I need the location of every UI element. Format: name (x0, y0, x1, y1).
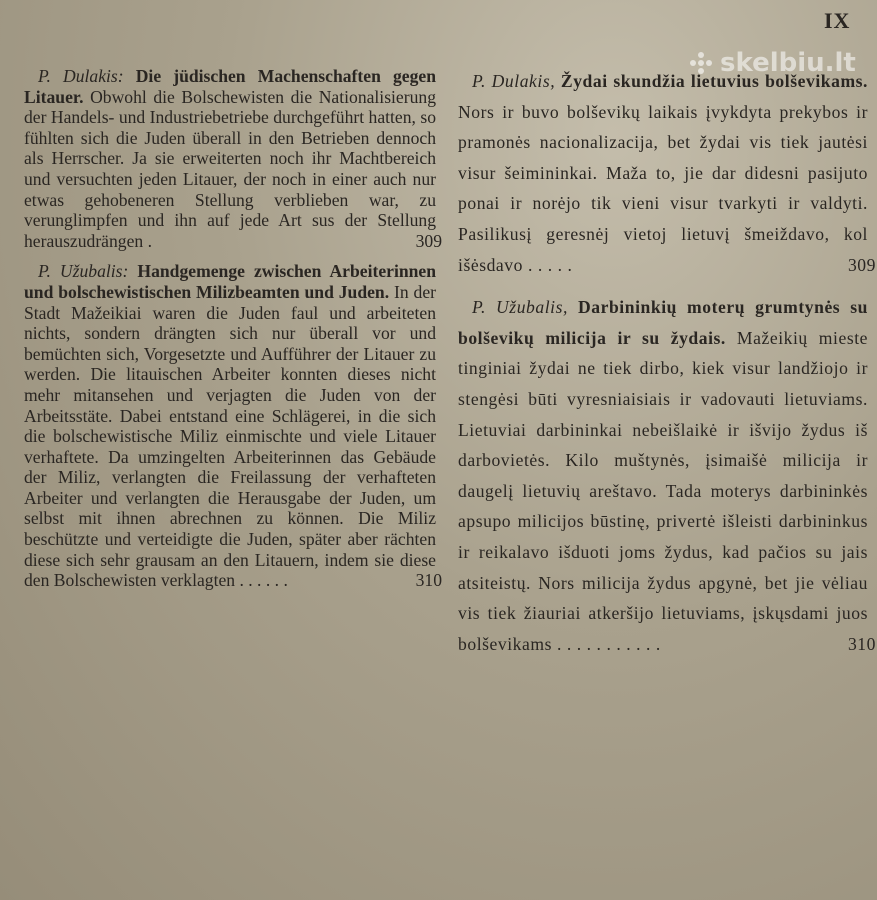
left-column-german (24, 66, 442, 591)
entry-title: Die jüdischen Machenschaften gegen Litauer. (24, 66, 436, 107)
page-number: IX (824, 8, 851, 33)
entry-title: Darbininkių moterų grumtynės su bolševikų milicija ir su žydais. (458, 297, 868, 348)
entry-title: Handgemenge zwischen Arbeiterinnen und bolschewistischen Milizbeamten und Juden. (24, 261, 436, 302)
entry-author: P. Užubalis, (472, 297, 568, 318)
entry-body: Mažeikių mieste tinginiai žydai ne tiek dirbo, kiek visur landžiojo ir stengėsi būti vyresniaisiais ir vadovauti lietuviams. Lietuviai darbininkai nebeišlaikė ir išvijo žydus iš darbovietės. Kilo muštynės, įsimaišė milicija ir daugelį lietuvių areštavo. Tada moterys darbininkės apsupo milicijos būstinę, privertė išleisti darbininkus ir reikalavo išduoti joms žydus, kad pačios su jais atsiteistų. Nors milicija žydus apgynė, bet jie vėliau vis tiek žiauriai atkeršijo lietuviams, įskųsdami juos bolševikams . . . . . . . . . . . (458, 327, 869, 654)
entry-body: Obwohl die Bolschewisten die Nationalisierung der Handels- und Industriebetriebe durchgeführt hatten, so fühlten sich die Juden überall in den Betrieben dennoch als Herrscher. Ja sie erweiterten noch ihr Machtbereich und versuchten jeden Litauer, der noch in einer auch nur etwas gehobeneren Stellung verblieben war, zu verunglimpfen und ihn auf jede Art sus der Stellung herauszudrängen . (24, 86, 436, 251)
entry-title: Žydai skundžia lietuvius bolševikams. (560, 71, 868, 91)
watermark-text: skelbiu.lt (720, 48, 856, 78)
entry-author: P. Užubalis: (38, 261, 129, 282)
right-column-lithuanian (458, 66, 876, 659)
entry-body: In der Stadt Mažeikiai waren die Juden faul und arbeiteten nichts, sondern drängten sich nur überall vor und bemüchten sich, Vorgesetzte und Aufführer der Litauer zu werden. Die litauischen Arbeiter konnten dieses nicht mehr mitansehen und verjagten die Juden von der Arbeitsstäte. Dabei entstand eine Schlägerei, in die sich die bolschewistische Miliz einmischte und viele Litauer verhaftete. Da umzingelten Arbeiterinnen das Gebäude der Miliz, verlangten die Freilassung der verhafteten Arbeiter und verlangten die Herausgabe der Juden, um selbst mit ihnen abrechnen zu können. Die Miliz beschützte und verteidigte die Juden, später aber rächten diese sich sehr grausam an den Litauern, indem sie diese den Bolschewisten verklagten . . . . . . (24, 281, 436, 591)
right-entry-uzubalis (458, 292, 876, 659)
entry-page-ref: 309 (847, 254, 876, 275)
entry-author: P. Dulakis: (38, 66, 124, 86)
entry-page-ref: 309 (415, 230, 442, 251)
entry-page-ref: 310 (415, 570, 442, 591)
right-entry-dulakis (458, 66, 876, 280)
left-entry-uzubalis (24, 261, 442, 591)
entry-body: Nors ir buvo bolševikų laikais įvykdyta prekybos ir pramonės nacionalizacija, bet žydai vis tiek jautėsi visur šeimininkai. Maža to, jie dar didesni pasijuto ponai ir norėjo tik vieni visur tvarkyti ir valdyti. Pasilikusį geresnėj vietoj lietuvį šmeiždavo, kol išėsdavo . . . . . (458, 101, 868, 275)
entry-author: P. Dulakis, (472, 71, 556, 91)
left-entry-dulakis (24, 66, 442, 251)
entry-page-ref: 310 (847, 633, 876, 654)
